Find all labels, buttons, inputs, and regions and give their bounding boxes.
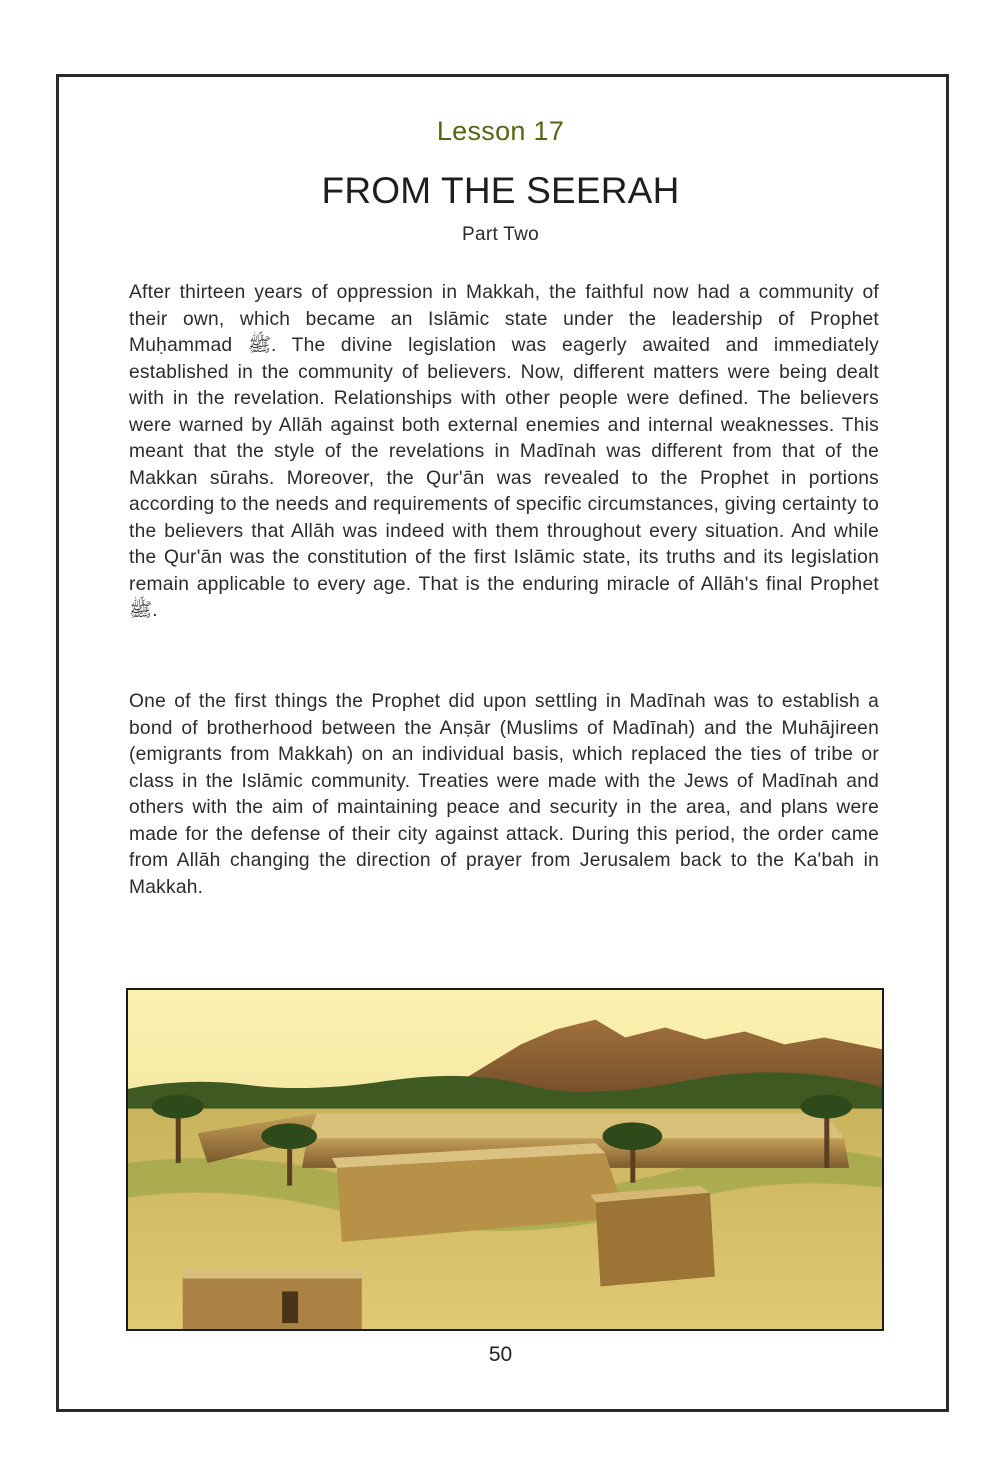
page-title: FROM THE SEERAH [321,170,680,211]
courtyard-roof [307,1114,844,1139]
madinah-settlement-illustration [126,988,884,1331]
page-number: 50 [488,1343,513,1366]
palm-crown [152,1095,204,1119]
settlement-scene [128,990,882,1329]
foreground-house-roof [183,1269,362,1279]
foreground-house [183,1277,362,1329]
palm-crown [261,1123,317,1149]
palm-crown [800,1095,852,1119]
corner-tower [596,1193,715,1287]
body-paragraph-1: After thirteen years of oppression in Makkah, the faithful now had a community of their own, which became an Islāmic state under the leadership of Prophet Muḥammad ﷺ. The divine legislation was eagerly awaited and immediately established in the community of believers. Now, different matters were being dealt with in the revelation. Relationships with other people were defined. The believers were warned by Allāh against both external enemies and internal weaknesses. This meant that the style of the revelations in Madīnah was different from that of the Makkan sūrahs. Moreover, the Qur'ān was revealed to the Prophet in portions according to the needs and requirements of specific circumstances, giving certainty to the believers that Allāh was indeed with them throughout every situation. And while the Qur'ān was the constitution of the first Islāmic state, its truths and its legislation remain applicable to every age. That is the enduring miracle of Allāh's final Prophet ﷺ. [129,282,880,621]
page-subtitle: Part Two [461,224,540,245]
body-paragraph-2: One of the first things the Prophet did upon settling in Madīnah was to establish a bond of brotherhood between the Anṣār (Muslims of Madīnah) and the Muhājireen (emigrants from Makkah) on an individual basis, which replaced the ties of tribe or class in the Islāmic community. Treaties were made with the Jews of Madīnah and others with the aim of maintaining peace and security in the area, and plans were made for the defense of their city against attack. During this period, the order came from Allāh changing the direction of prayer from Jerusalem back to the Ka'bah in Makkah. [129,691,879,898]
palm-crown [602,1122,662,1150]
foreground-house-door [282,1291,298,1323]
lesson-number: Lesson 17 [436,116,565,146]
